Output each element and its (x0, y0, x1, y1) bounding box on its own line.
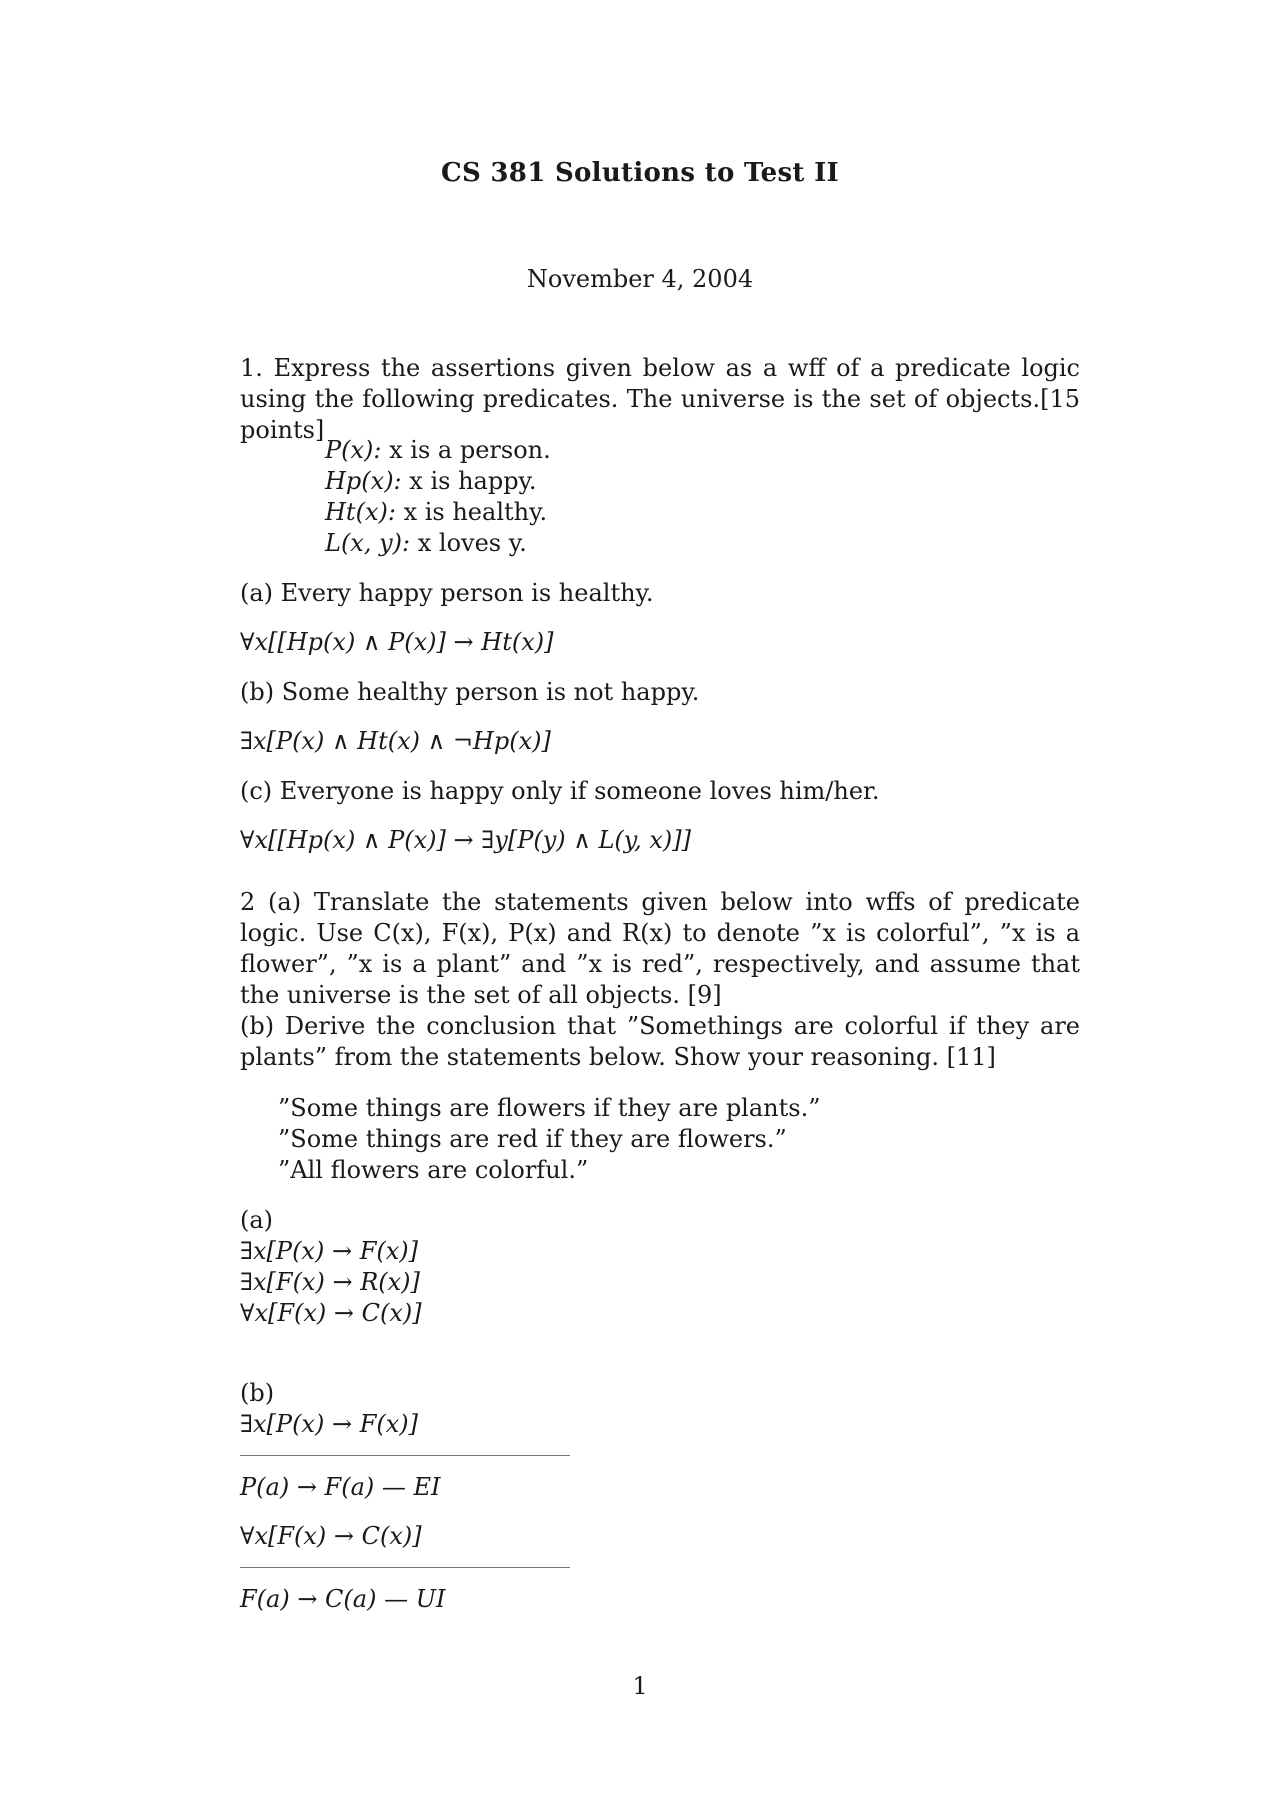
predicate-meaning: x loves y. (417, 529, 527, 557)
q2-quote-2: ”Some things are red if they are flowers.” (278, 1125, 787, 1153)
q2-quote-3: ”All flowers are colorful.” (278, 1156, 589, 1184)
q1-part-a-label: (a) Every happy person is healthy. (240, 579, 654, 607)
document-title: CS 381 Solutions to Test II (441, 158, 839, 188)
q2-derivation-line-4: F(a) → C(a) — UI (240, 1585, 446, 1613)
q2-answer-b-label: (b) (240, 1379, 275, 1407)
predicate-4 (325, 528, 527, 559)
derivation-rule-2 (240, 1567, 570, 1568)
predicate-meaning: x is healthy. (403, 498, 548, 526)
q1-part-b-label: (b) Some healthy person is not happy. (240, 678, 700, 706)
q2-quote-1: ”Some things are flowers if they are plants.” (278, 1094, 821, 1122)
q2-derivation-line-3: ∀x[F(x) → C(x)] (240, 1522, 422, 1550)
q2-answer-a-label: (a) (240, 1206, 274, 1234)
q2-intro-b: (b) Derive the conclusion that ”Somethings are colorful if they are plants” from the statements below. Show your reasoning. [11] (240, 1012, 1080, 1071)
q1-part-a-formula: ∀x[[Hp(x) ∧ P(x)] → Ht(x)] (240, 628, 554, 656)
predicate-symbol: Hp(x): (325, 467, 402, 495)
predicate-2 (325, 466, 537, 497)
document-date: November 4, 2004 (526, 265, 754, 293)
q2-answer-a-formula-3: ∀x[F(x) → C(x)] (240, 1299, 422, 1327)
q1-part-b-formula: ∃x[P(x) ∧ Ht(x) ∧ ¬Hp(x)] (240, 727, 551, 755)
q1-part-c-label: (c) Everyone is happy only if someone loves him/her. (240, 777, 880, 805)
derivation-rule-1 (240, 1455, 570, 1456)
predicate-3 (325, 497, 547, 528)
q2-derivation-line-1: ∃x[P(x) → F(x)] (240, 1410, 418, 1438)
page-number: 1 (632, 1672, 648, 1700)
predicate-1 (325, 435, 551, 466)
predicate-symbol: P(x): (325, 436, 382, 464)
q2-derivation-line-2: P(a) → F(a) — EI (240, 1473, 441, 1501)
q2-answer-a-formula-2: ∃x[F(x) → R(x)] (240, 1268, 420, 1296)
predicate-meaning: x is happy. (409, 467, 537, 495)
predicate-symbol: Ht(x): (325, 498, 396, 526)
q1-part-c-formula: ∀x[[Hp(x) ∧ P(x)] → ∃y[P(y) ∧ L(y, x)]] (240, 826, 692, 854)
q2-answer-a-formula-1: ∃x[P(x) → F(x)] (240, 1237, 418, 1265)
predicate-meaning: x is a person. (389, 436, 551, 464)
q1-intro: 1. Express the assertions given below as a wff of a predicate logic using the following predicates. The universe is the set of objects.[15 points] (240, 354, 1080, 444)
q2-intro-a: 2 (a) Translate the statements given below into wffs of predicate logic. Use C(x), F(x), P(x) and R(x) to denote ”x is colorful”, ”x is a flower”, ”x is a plant” and ”x is red”, respectively, and assume that the universe is the set of all objects. [9] (240, 888, 1080, 1009)
predicate-symbol: L(x, y): (325, 529, 411, 557)
